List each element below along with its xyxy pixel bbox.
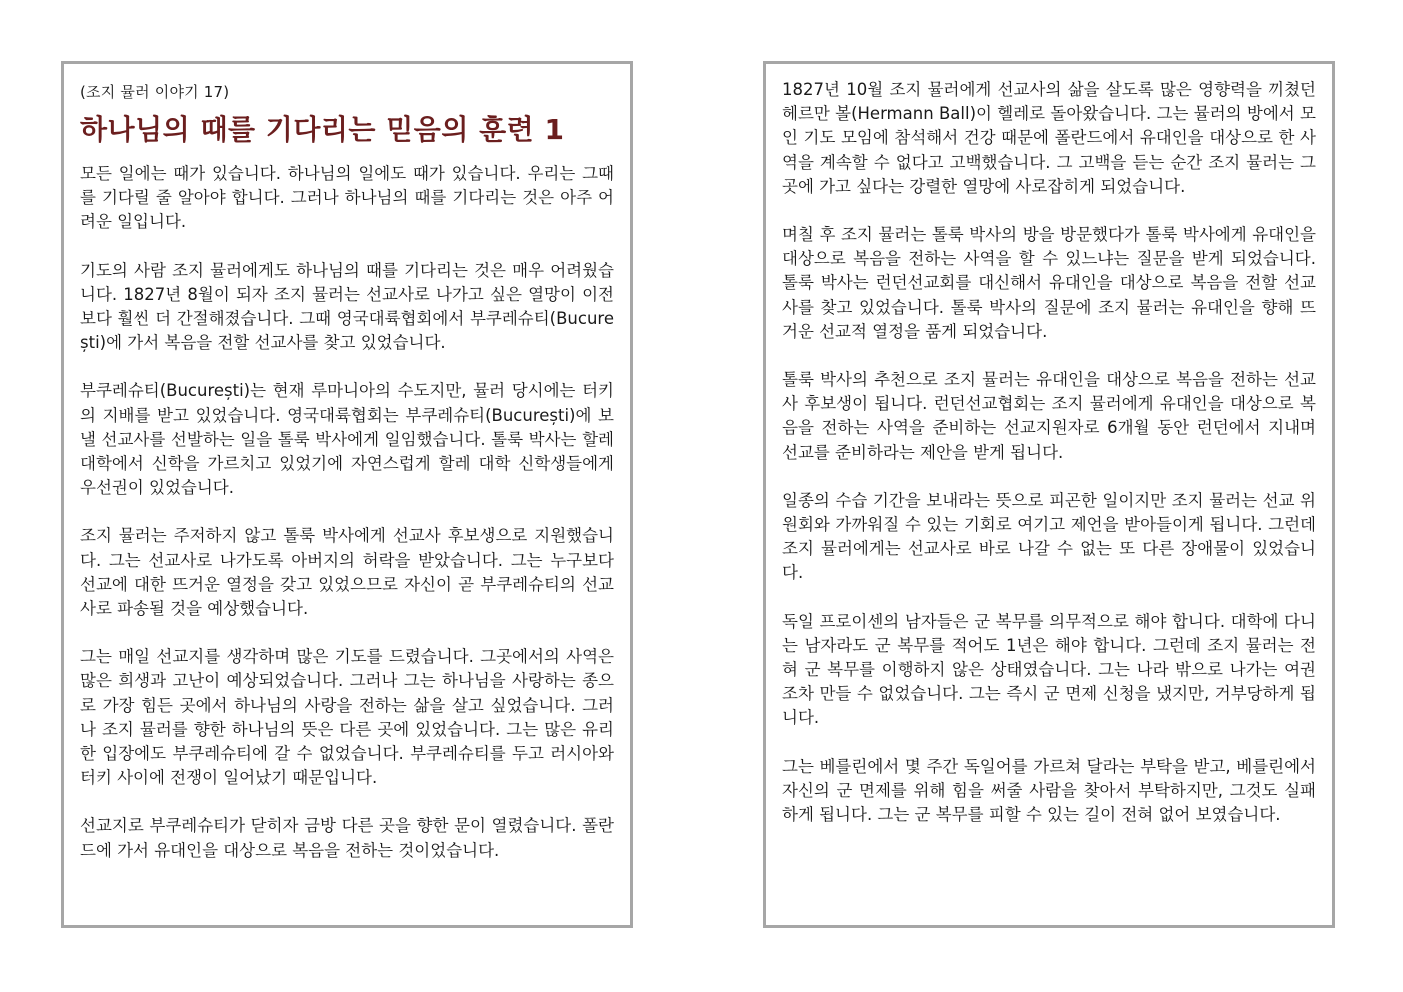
paragraph: 일종의 수습 기간을 보내라는 뜻으로 피곤한 일이지만 조지 뮬러는 선교 위원회와 가까워질 수 있는 기회로 여기고 제언을 받아들이게 됩니다. 그런데 조지 뮬러에게는 선교사로 바로 나갈 수 없는 또 다른 장애물이 있었습니다. (782, 490, 1316, 583)
right-page (763, 61, 1335, 928)
paragraph: 독일 프로이센의 남자들은 군 복무를 의무적으로 해야 합니다. 대학에 다니는 남자라도 군 복무를 적어도 1년은 해야 합니다. 그런데 조지 뮬러는 전혀 군 복무를 이행하지 않은 상태였습니다. 그는 나라 밖으로 나가는 여권조차 만들 수 없었습니다. 그는 즉시 군 면제 신청을 냈지만, 거부당하게 됩니다. (782, 611, 1316, 728)
paragraph: 모든 일에는 때가 있습니다. 하나님의 일에도 때가 있습니다. 우리는 그때를 기다릴 줄 알아야 합니다. 그러나 하나님의 때를 기다리는 것은 아주 어려운 일입니다. (80, 164, 614, 232)
paragraph: 1827년 10월 조지 뮬러에게 선교사의 삶을 살도록 많은 영향력을 끼쳤던 헤르만 볼(Hermann Ball)이 헬레로 돌아왔습니다. 그는 뮬러의 방에서 모인 기도 모임에 참석해서 건강 때문에 폴란드에서 유대인을 대상으로 한 사역을 계속할 수 없다고 고백했습니다. 그 고백을 듣는 순간 조지 뮬러는 그곳에 가고 싶다는 강렬한 열망에 사로잡히게 되었습니다. (782, 80, 1316, 196)
series-subtitle: (조지 뮬러 이야기 17) (80, 83, 230, 101)
paragraph: 기도의 사람 조지 뮬러에게도 하나님의 때를 기다리는 것은 매우 어려웠습니다. 1827년 8월이 되자 조지 뮬러는 선교사로 나가고 싶은 열망이 이전보다 훨씬 더 간절해졌습니다. 그때 영국대륙협회에서 부쿠레슈티(București)에 가서 복음을 전할 선교사를 찾고 있었습니다. (80, 260, 614, 353)
paragraph: 그는 매일 선교지를 생각하며 많은 기도를 드렸습니다. 그곳에서의 사역은 많은 희생과 고난이 예상되었습니다. 그러나 그는 하나님을 사랑하는 종으로 가장 힘든 곳에서 하나님의 사랑을 전하는 삶을 살고 싶었습니다. 그러나 조지 뮬러를 향한 하나님의 뜻은 다른 곳에 있었습니다. 그는 많은 유리한 입장에도 부쿠레슈티에 갈 수 없었습니다. 부쿠레슈티를 두고 러시아와 터키 사이에 전쟁이 일어났기 때문입니다. (80, 647, 614, 788)
paragraph: 며칠 후 조지 뮬러는 톨룩 박사의 방을 방문했다가 톨룩 박사에게 유대인을 대상으로 복음을 전하는 사역을 할 수 있느냐는 질문을 받게 되었습니다. 톨룩 박사는 런던선교회를 대신해서 유대인을 대상으로 복음을 전할 선교사를 찾고 있었습니다. 톨룩 박사의 질문에 조지 뮬러는 유대인을 향해 뜨거운 선교적 열정을 품게 되었습니다. (782, 225, 1316, 341)
paragraph: 그는 베를린에서 몇 주간 독일어를 가르쳐 달라는 부탁을 받고, 베를린에서 자신의 군 면제를 위해 힘을 써줄 사람을 찾아서 부탁하지만, 그것도 실패하게 됩니다. 그는 군 복무를 피할 수 있는 길이 전혀 없어 보였습니다. (782, 756, 1316, 825)
paragraph: 조지 뮬러는 주저하지 않고 톨룩 박사에게 선교사 후보생으로 지원했습니다. 그는 선교사로 나가도록 아버지의 허락을 받았습니다. 그는 누구보다 선교에 대한 뜨거운 열정을 갖고 있었으므로 자신이 곧 부쿠레슈티의 선교사로 파송될 것을 예상했습니다. (80, 526, 614, 619)
paragraph: 톨룩 박사의 추천으로 조지 뮬러는 유대인을 대상으로 복음을 전하는 선교사 후보생이 됩니다. 런던선교협회는 조지 뮬러에게 유대인을 대상으로 복음을 전하는 사역을 준비하는 선교지원자로 6개월 동안 런던에서 지내며 선교를 준비하라는 제안을 받게 됩니다. (782, 370, 1316, 462)
left-page (61, 61, 633, 928)
page-title: 하나님의 때를 기다리는 믿음의 훈련 1 (80, 113, 565, 146)
paragraph: 부쿠레슈티(București)는 현재 루마니아의 수도지만, 뮬러 당시에는 터키의 지배를 받고 있었습니다. 영국대륙협회는 부쿠레슈티(București)에 보낼 선교사를 선발하는 일을 톨룩 박사에게 일임했습니다. 톨룩 박사는 할레 대학에서 신학을 가르치고 있었기에 자연스럽게 할레 대학 신학생들에게 우선권이 있었습니다. (80, 381, 614, 498)
paragraph: 선교지로 부쿠레슈티가 닫히자 금방 다른 곳을 향한 문이 열렸습니다. 폴란드에 가서 유대인을 대상으로 복음을 전하는 것이었습니다. (80, 816, 614, 860)
